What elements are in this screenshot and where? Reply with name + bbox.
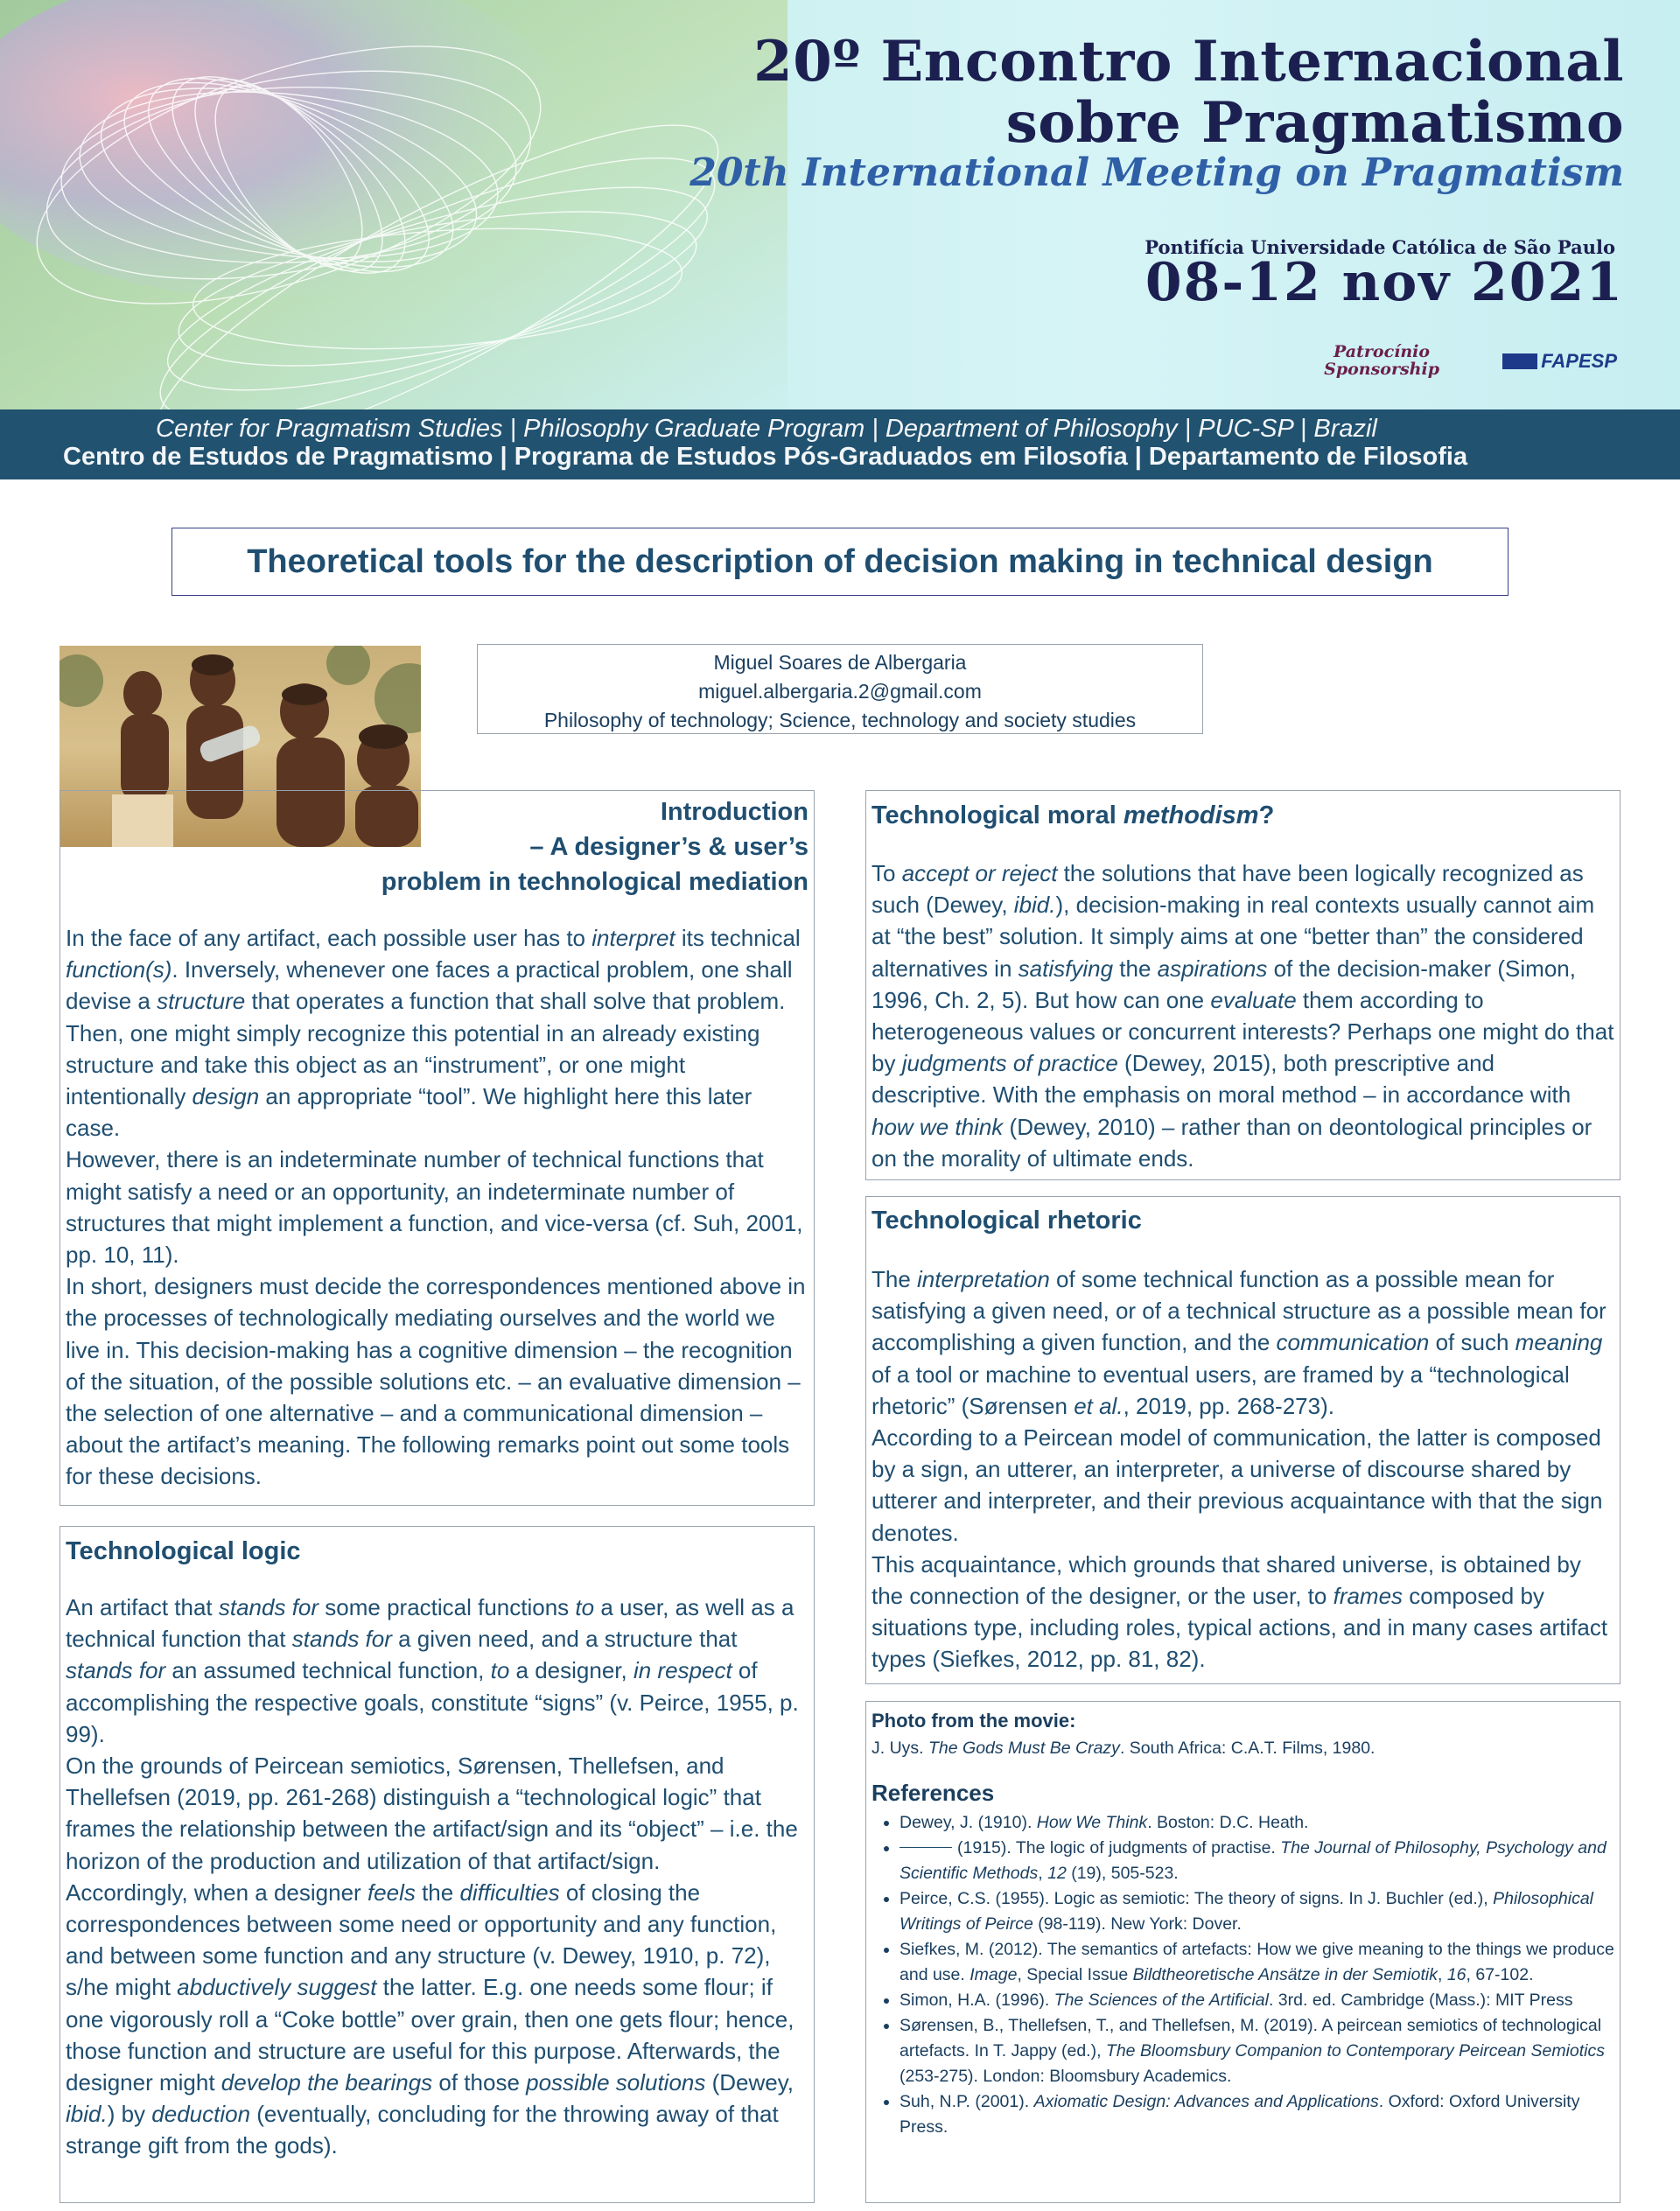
introduction-heading: Introduction – A designer’s & user’s problem in technological mediation [381, 798, 808, 896]
introduction-body [66, 922, 808, 1493]
author-email[interactable]: miguel.albergaria.2@gmail.com [698, 680, 982, 703]
paragraph: An artifact that stands for some practical functions to a user, as well as a technical function that stands for a given need, and a structure that stands for an assumed technical function, to a designer, in respect of accomplishing the respective goals, constitute “signs” (v. Peirce, 1955, p. 99). [66, 1594, 799, 1747]
photo-credit-heading: Photo from the movie: [872, 1710, 1076, 1732]
logic-heading: Technological logic [66, 1537, 301, 1565]
conference-banner [0, 0, 1680, 409]
paragraph: Accordingly, when a designer feels the difficulties of closing the correspondences between some need or opportunity and any function, and between some function and any structure (v. Dewey, 1910, p. 72), s/he might abductively suggest the latter. E.g. one needs some flour; if one vigorously roll a “Coke bottle” over grain, then one gets flour; hence, those function and structure are useful for this purpose. Afterwards, the designer might develop the bearings of those possible solutions (Dewey, ibid.) by deduction (eventually, concluding for the throwing away of that strange gift from the gods). [66, 1879, 794, 2159]
references-section [865, 1701, 1620, 2203]
rhetoric-heading: Technological rhetoric [872, 1207, 1142, 1235]
reference-item: • Siefkes, M. (2012). The semantics of artefacts: How we give meaning to the things we produce and use. Image, Special Issue Bildtheoretische Ansätze in der Semiotik, 16, 67-102. [900, 1937, 1614, 1988]
author-name: Miguel Soares de Albergaria [713, 651, 967, 674]
author-fields: Philosophy of technology; Science, technology and society studies [543, 709, 1137, 731]
moral-heading: Technological moral methodism? [872, 801, 1275, 829]
introduction-section [60, 790, 815, 1506]
paragraph: On the grounds of Peircean semiotics, Sørensen, Thellefsen, and Thellefsen (2019, pp. 261-268) distinguish a “technological logic” that frames the relationship between the artifact/sign and its “object” – i.e. the horizon of the production and utilization of that artifact/sign. [66, 1753, 798, 1874]
reference-item: • Sørensen, B., Thellefsen, T., and Thellefsen, M. (2019). A peircean semiotics of technological artefacts. In T. Jappy (ed.), The Bloomsbury Companion to Contemporary Peircean Semiotics (253-275). London: Bloomsbury Academics. [900, 2013, 1614, 2089]
rhetoric-body [872, 1263, 1614, 1676]
paragraph: The interpretation of some technical function as a possible mean for satisfying a given need, or of a technical structure as a possible mean for accomplishing a given function, and the communication of such meaning of a tool or machine to eventual users, are framed by a “technological rhetoric” (Sørensen et al., 2019, pp. 268-273). [872, 1266, 1606, 1419]
sponsorship-label: Patrocínio Sponsorship [1324, 342, 1439, 379]
poster-title-box [172, 528, 1508, 596]
reference-item: • Simon, H.A. (1996). The Sciences of the Artificial. 3rd. ed. Cambridge (Mass.): MIT Press [900, 1988, 1614, 2013]
moral-section [865, 790, 1620, 1180]
reference-item: • Dewey, J. (1910). How We Think. Boston: D.C. Heath. [900, 1810, 1614, 1836]
logic-body [66, 1592, 808, 2162]
rhetoric-section [865, 1196, 1620, 1684]
conference-title-pt: 20º Encontro Internacional sobre Pragmatismo [753, 29, 1624, 156]
institution-line-en: Center for Pragmatism Studies | Philosophy Graduate Program | Department of Philosophy | PUC-SP | Brazil [156, 415, 1377, 443]
institution-stripe [0, 409, 1680, 479]
paragraph: However, there is an indeterminate number of technical functions that might satisfy a need or an opportunity, an indeterminate number of structures that might implement a function, and vice-versa (cf. Suh, 2001, pp. 10, 11). [66, 1146, 803, 1269]
paragraph: In the face of any artifact, each possible user has to interpret its technical function(s). Inversely, whenever one faces a practical problem, one shall devise a structure that operates a function that shall solve that problem. Then, one might simply recognize this potential in an already existing structure and take this object as an “instrument”, or one might intentionally design an appropriate “tool”. We highlight here this later case. [66, 925, 801, 1142]
conference-dates: 08-12 nov 2021 [1144, 252, 1624, 313]
paragraph: In short, designers must decide the correspondences mentioned above in the processes of technologically mediating ourselves and the world we live in. This decision-making has a cognitive dimension – the recognition of the situation, of the possible solutions etc. – an evaluative dimension – the selection of one alternative – and a communicational dimension – about the artifact’s meaning. The following remarks point out some tools for these decisions. [66, 1273, 806, 1490]
poster-title: Theoretical tools for the description of decision making in technical design [247, 542, 1433, 580]
references-list [872, 1810, 1614, 2140]
logic-section [60, 1526, 815, 2203]
moral-body [872, 857, 1614, 1174]
ditto-dash [900, 1847, 952, 1848]
university-name: Pontifícia Universidade Católica de São Paulo [1144, 236, 1615, 258]
author-box [477, 644, 1203, 734]
paragraph: According to a Peircean model of communication, the latter is composed by a sign, an utterer, an interpreter, a universe of discourse shared by utterer and interpreter, and their previous acquaintance with that the sign denotes. [872, 1424, 1603, 1546]
fapesp-logo-icon [1502, 353, 1537, 369]
paragraph: To accept or reject the solutions that have been logically recognized as such (Dewey, ibid.), decision-making in real contexts usually cannot aim at “the best” solution. It simply aims at one “better than” the considered alternatives in satisfying the aspirations of the decision-maker (Simon, 1996, Ch. 2, 5). But how can one evaluate them according to heterogeneous values or concurrent interests? Perhaps one might do that by judgments of practice (Dewey, 2015), both prescriptive and descriptive. With the emphasis on moral method – in accordance with how we think (Dewey, 2010) – rather than on deontological principles or on the morality of ultimate ends. [872, 860, 1614, 1172]
institution-line-pt: Centro de Estudos de Pragmatismo | Programa de Estudos Pós-Graduados em Filosofia | Departamento de Filosofia [63, 443, 1468, 471]
sponsor-logo: FAPESP [1502, 350, 1617, 373]
reference-item: • Peirce, C.S. (1955). Logic as semiotic: The theory of signs. In J. Buchler (ed.), Philosophical Writings of Peirce (98-119). New York: Dover. [900, 1886, 1614, 1937]
conference-title-en: 20th International Meeting on Pragmatism [690, 150, 1624, 195]
paragraph: This acquaintance, which grounds that shared universe, is obtained by the connection of the designer, or the user, to frames composed by situations type, including roles, typical actions, and in many cases artifact types (Siefkes, 2012, pp. 81, 82). [872, 1550, 1608, 1673]
reference-item: • Suh, N.P. (2001). Axiomatic Design: Advances and Applications. Oxford: Oxford University Press. [900, 2089, 1614, 2140]
swirl-graphic [0, 0, 788, 409]
references-heading: References [872, 1780, 995, 1806]
photo-credit-text: J. Uys. The Gods Must Be Crazy. South Africa: C.A.T. Films, 1980. [872, 1739, 1376, 1758]
reference-item: • (1915). The logic of judgments of practise. The Journal of Philosophy, Psychology and Scientific Methods, 12 (19), 505-523. [900, 1836, 1614, 1886]
